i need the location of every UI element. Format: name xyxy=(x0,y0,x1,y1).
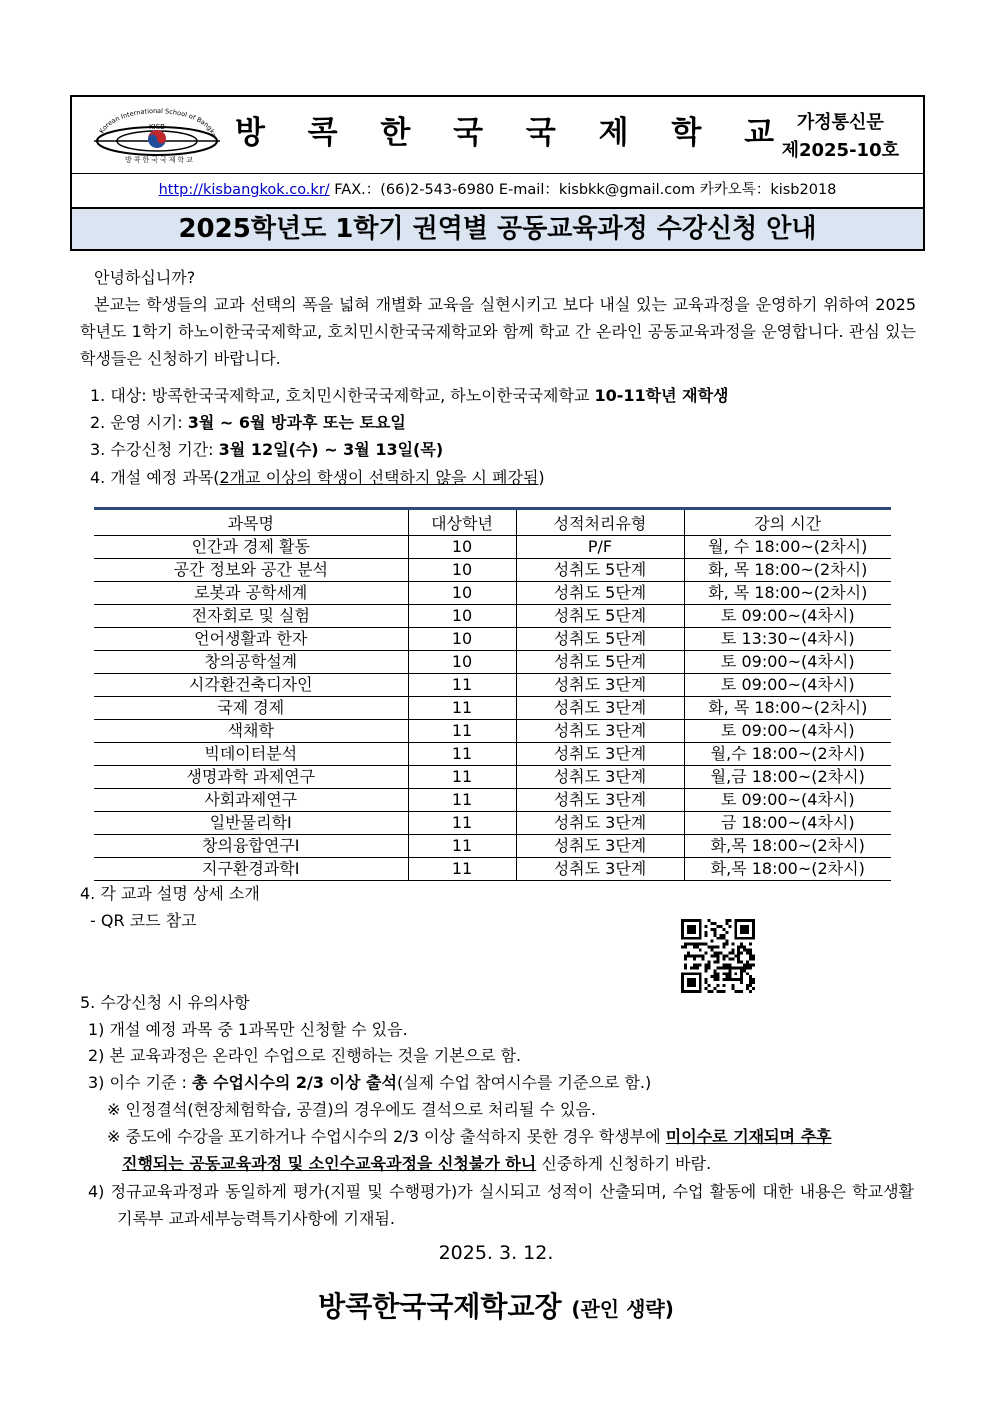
item-period: 2. 운영 시기: 3월 ~ 6월 방과후 또는 토요일 xyxy=(90,413,406,432)
cell-grade: 10 xyxy=(408,536,516,559)
col-grading: 성적처리유형 xyxy=(516,509,684,536)
note-attendance: 3) 이수 기준 : 총 수업시수의 2/3 이상 출석(실제 수업 참여시수를 기준으로 함.) xyxy=(88,1073,652,1092)
website-link[interactable]: http://kisbangkok.co.kr/ xyxy=(158,182,330,198)
section4-qr-note: - QR 코드 참고 xyxy=(90,911,197,930)
header-top-row xyxy=(72,97,923,174)
cell-grade: 10 xyxy=(408,651,516,674)
document-title: 2025학년도 1학기 권역별 공동교육과정 수강신청 안내 xyxy=(72,209,923,249)
cell-grading: 성취도 5단계 xyxy=(516,605,684,628)
note-evaluation: 4) 정규교육과정과 동일하게 평가(지필 및 수행평가)가 실시되고 성적이 산출되며, 수업 활동에 대한 내용은 학교생활기록부 교과세부능력특기사항에 기재됨. xyxy=(88,1182,914,1228)
svg-text:방콕한국국제학교: 방콕한국국제학교 xyxy=(124,156,196,164)
cell-grade: 11 xyxy=(408,766,516,789)
newsletter-label xyxy=(782,109,899,165)
table-row xyxy=(94,559,891,582)
cell-subject: 창의융합연구Ⅰ xyxy=(94,835,408,858)
cell-grading: 성취도 3단계 xyxy=(516,697,684,720)
cell-schedule: 화, 목 18:00~(2차시) xyxy=(684,582,891,605)
table-row xyxy=(94,697,891,720)
cell-subject: 인간과 경제 활동 xyxy=(94,536,408,559)
table-row xyxy=(94,789,891,812)
cell-grading: 성취도 3단계 xyxy=(516,743,684,766)
seal-note: (관인 생략) xyxy=(571,1297,674,1321)
newsletter-header xyxy=(70,95,925,251)
note-excused-absence: ※ 인정결석(현장체험학습, 공결)의 경우에도 결석으로 처리될 수 있음. xyxy=(107,1100,596,1119)
cell-subject: 시각환건축디자인 xyxy=(94,674,408,697)
cell-schedule: 토 09:00~(4차시) xyxy=(684,674,891,697)
table-row xyxy=(94,835,891,858)
cell-grading: 성취도 5단계 xyxy=(516,559,684,582)
cell-subject: 빅데이터분석 xyxy=(94,743,408,766)
contact-details: FAX.：(66)2-543-6980 E-mail：kisbkk@gmail.com 카카오톡：kisb2018 xyxy=(329,182,837,198)
cell-grade: 11 xyxy=(408,720,516,743)
cell-subject: 창의공학설계 xyxy=(94,651,408,674)
cell-grading: 성취도 5단계 xyxy=(516,628,684,651)
principal-signature: 방콕한국국제학교장 (관인 생략) xyxy=(318,1290,674,1323)
cell-schedule: 월,금 18:00~(2차시) xyxy=(684,766,891,789)
cell-subject: 공간 정보와 공간 분석 xyxy=(94,559,408,582)
cell-grade: 11 xyxy=(408,743,516,766)
intro-paragraph: 본교는 학생들의 교과 선택의 폭을 넓혀 개별화 교육을 실현시키고 보다 내실 있는 교육과정을 운영하기 위하여 2025학년도 1학기 하노이한국국제학교, 호치민시한국국제학교와 함께 학교 간 온라인 공동교육과정을 운영합니다. 관심 있는 학생들은 신청하기 바랍니다. xyxy=(80,295,916,368)
cell-subject: 사회과제연구 xyxy=(94,789,408,812)
cell-grading: 성취도 5단계 xyxy=(516,651,684,674)
cell-schedule: 화, 목 18:00~(2차시) xyxy=(684,697,891,720)
cell-schedule: 금 18:00~(4차시) xyxy=(684,812,891,835)
cell-grade: 11 xyxy=(408,789,516,812)
table-row xyxy=(94,743,891,766)
cell-subject: 색채학 xyxy=(94,720,408,743)
cell-schedule: 토 09:00~(4차시) xyxy=(684,651,891,674)
cell-grade: 11 xyxy=(408,812,516,835)
school-name: 방 콕 한 국 국 제 학 교 xyxy=(234,115,791,151)
cell-schedule: 화, 목 18:00~(2차시) xyxy=(684,559,891,582)
table-row xyxy=(94,651,891,674)
course-table xyxy=(94,507,891,881)
cell-grading: 성취도 3단계 xyxy=(516,858,684,881)
cell-grading: 성취도 3단계 xyxy=(516,835,684,858)
cell-subject: 로봇과 공학세계 xyxy=(94,582,408,605)
cell-grade: 10 xyxy=(408,628,516,651)
cell-schedule: 토 09:00~(4차시) xyxy=(684,789,891,812)
cell-grading: 성취도 3단계 xyxy=(516,812,684,835)
issue-number: 제2025-10호 xyxy=(781,140,899,161)
svg-text:Korean International School of: Korean International School of Bangko xyxy=(97,106,218,139)
cell-schedule: 월, 수 18:00~(2차시) xyxy=(684,536,891,559)
col-grade: 대상학년 xyxy=(408,509,516,536)
cell-schedule: 화,목 18:00~(2차시) xyxy=(684,858,891,881)
item-target: 1. 대상: 방콕한국국제학교, 호치민시한국국제학교, 하노이한국국제학교 10-11학년 재학생 xyxy=(90,386,729,405)
cell-schedule: 토 09:00~(4차시) xyxy=(684,605,891,628)
cell-grading: 성취도 3단계 xyxy=(516,720,684,743)
col-subject: 과목명 xyxy=(94,509,408,536)
cell-grade: 11 xyxy=(408,835,516,858)
cell-subject: 지구환경과학Ⅰ xyxy=(94,858,408,881)
newsletter-type: 가정통신문 xyxy=(796,112,884,133)
qr-code[interactable] xyxy=(681,919,755,993)
cell-subject: 생명과학 과제연구 xyxy=(94,766,408,789)
greeting: 안녕하십니까? xyxy=(94,268,196,287)
cell-grade: 10 xyxy=(408,605,516,628)
note-withdrawal: ※ 중도에 수강을 포기하거나 수업시수의 2/3 이상 출석하지 못한 경우 학생부에 미이수로 기재되며 추후 xyxy=(107,1127,832,1146)
table-row xyxy=(94,605,891,628)
table-row xyxy=(94,766,891,789)
note-one-course: 1) 개설 예정 과목 중 1과목만 신청할 수 있음. xyxy=(88,1020,408,1039)
cell-schedule: 토 13:30~(4차시) xyxy=(684,628,891,651)
cell-subject: 전자회로 및 실험 xyxy=(94,605,408,628)
item-registration-dates: 3. 수강신청 기간: 3월 12일(수) ~ 3월 13일(목) xyxy=(90,440,444,459)
section4-heading: 4. 각 교과 설명 상세 소개 xyxy=(80,884,260,903)
table-row xyxy=(94,674,891,697)
cell-grading: P/F xyxy=(516,536,684,559)
cell-schedule: 토 09:00~(4차시) xyxy=(684,720,891,743)
svg-text:KISB: KISB xyxy=(149,123,165,131)
section5-heading: 5. 수강신청 시 유의사항 xyxy=(80,993,250,1012)
table-header-row xyxy=(94,509,891,536)
table-row xyxy=(94,858,891,881)
cell-subject: 일반물리학Ⅰ xyxy=(94,812,408,835)
cell-grade: 11 xyxy=(408,674,516,697)
item-courses: 4. 개설 예정 과목(2개교 이상의 학생이 선택하지 않을 시 폐강됨) xyxy=(90,468,545,487)
contact-line xyxy=(72,174,923,209)
cell-grade: 10 xyxy=(408,559,516,582)
cell-grading: 성취도 3단계 xyxy=(516,766,684,789)
cell-grade: 10 xyxy=(408,582,516,605)
table-row xyxy=(94,582,891,605)
cell-grade: 11 xyxy=(408,858,516,881)
cell-subject: 국제 경제 xyxy=(94,697,408,720)
cell-grade: 11 xyxy=(408,697,516,720)
table-row xyxy=(94,720,891,743)
issue-date: 2025. 3. 12. xyxy=(438,1242,554,1264)
cell-grading: 성취도 3단계 xyxy=(516,789,684,812)
table-row xyxy=(94,628,891,651)
col-schedule: 강의 시간 xyxy=(684,509,891,536)
cell-grading: 성취도 3단계 xyxy=(516,674,684,697)
note-withdrawal-cont: 진행되는 공동교육과정 및 소인수교육과정을 신청불가 하니 신중하게 신청하기 바람. xyxy=(122,1154,712,1173)
cell-schedule: 화,목 18:00~(2차시) xyxy=(684,835,891,858)
cell-subject: 언어생활과 한자 xyxy=(94,628,408,651)
note-online: 2) 본 교육과정은 온라인 수업으로 진행하는 것을 기본으로 함. xyxy=(88,1046,522,1065)
table-row xyxy=(94,812,891,835)
table-row xyxy=(94,536,891,559)
cell-grading: 성취도 5단계 xyxy=(516,582,684,605)
cell-schedule: 월,수 18:00~(2차시) xyxy=(684,743,891,766)
